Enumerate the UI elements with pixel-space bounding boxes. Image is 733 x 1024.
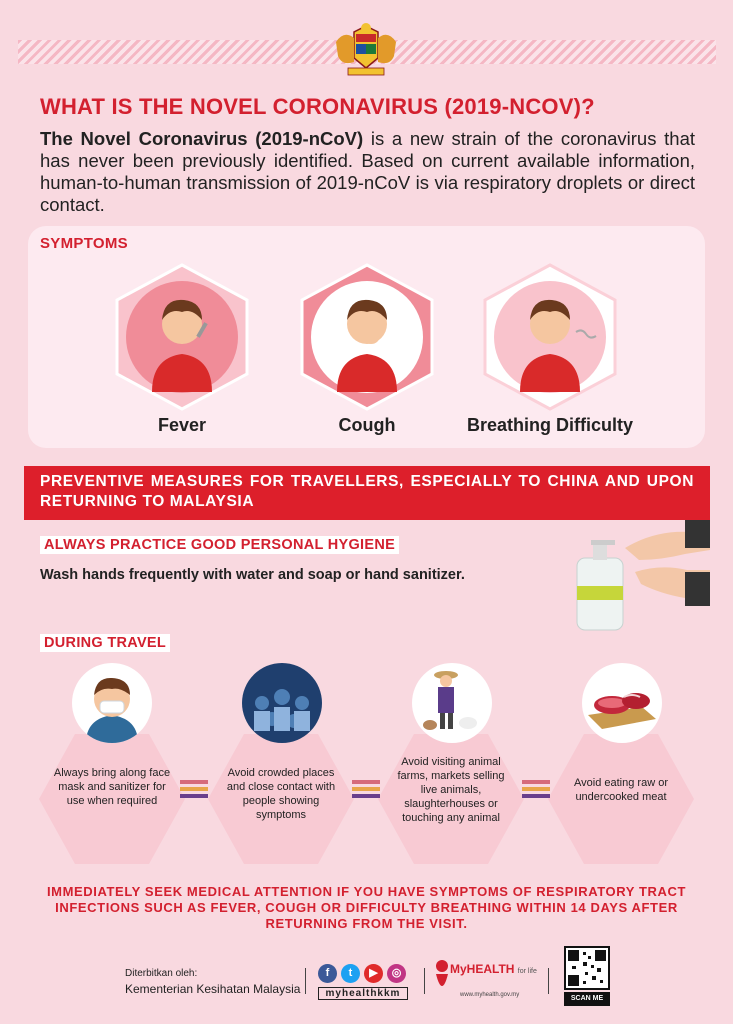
intro-text: is a new strain of the coronavirus that has never been previously identified. Based on current available information, human-to-human transmission of 2019-nCoV is via respiratory droplets or direct contact. <box>40 128 695 215</box>
medical-warning: IMMEDIATELY SEEK MEDICAL ATTENTION IF YOU HAVE SYMPTOMS OF RESPIRATORY TRACT INFECTIONS SUCH AS FEVER, COUGH OR DIFFICULTY BREATHING WITHIN 14 DAYS AFTER RETURNING FROM THE VISIT. <box>46 884 687 931</box>
symptom-cough-caption: Cough <box>338 415 396 435</box>
myhealth-logo <box>450 962 537 976</box>
myhealth-url[interactable]: www.myhealth.gov.my <box>460 992 520 998</box>
organisation-name: Kementerian Kesihatan Malaysia <box>125 982 301 996</box>
myhealth-tagline: for life <box>517 968 537 975</box>
farmer-animals-icon <box>412 663 492 743</box>
travel-item-text: Avoid crowded places and close contact with people showing symptoms <box>226 767 336 821</box>
symptom-breathing-caption: Breathing Difficulty <box>466 415 633 435</box>
facebook-icon[interactable]: f <box>318 964 337 983</box>
hygiene-text: Wash hands frequently with water and soap or hand sanitizer. <box>40 567 465 583</box>
during-travel-label: DURING TRAVEL <box>40 634 170 652</box>
divider <box>548 968 549 994</box>
divider <box>424 968 425 994</box>
travel-item-text: Avoid eating raw or undercooked meat <box>574 777 668 803</box>
preventive-banner: PREVENTIVE MEASURES FOR TRAVELLERS, ESPECIALLY TO CHINA AND UPON RETURNING TO MALAYSIA <box>24 466 710 520</box>
connector-1 <box>180 780 208 802</box>
myhealth-wordmark: MyHEALTH <box>450 962 515 976</box>
intro-bold: The Novel Coronavirus (2019-nCoV) <box>40 128 364 149</box>
face-mask-person-icon <box>72 663 152 743</box>
hygiene-label: ALWAYS PRACTICE GOOD PERSONAL HYGIENE <box>40 536 399 554</box>
travel-item-text: Always bring along face mask and sanitizer for use when required <box>53 767 171 807</box>
cough-person-icon <box>297 262 437 412</box>
page-title: WHAT IS THE NOVEL CORONAVIRUS (2019-NCOV)? <box>40 94 595 119</box>
published-by-label: Diterbitkan oleh: <box>125 968 198 979</box>
symptom-fever-caption: Fever <box>157 415 207 435</box>
hand-sanitizer-icon <box>565 520 710 635</box>
intro-paragraph <box>40 128 695 216</box>
scan-me-label: SCAN ME <box>564 992 610 1006</box>
raw-meat-icon <box>582 663 662 743</box>
myhealth-logo-icon <box>432 958 452 998</box>
divider <box>305 968 306 994</box>
twitter-icon[interactable]: t <box>341 964 360 983</box>
breathing-person-icon <box>480 262 620 412</box>
youtube-icon[interactable]: ▶ <box>364 964 383 983</box>
crowd-icon <box>242 663 322 743</box>
fever-person-icon <box>112 262 252 412</box>
malaysia-coat-of-arms-icon <box>326 22 406 80</box>
instagram-icon[interactable]: ◎ <box>387 964 406 983</box>
qr-code-icon[interactable] <box>564 946 610 990</box>
symptoms-label: SYMPTOMS <box>40 235 128 252</box>
connector-2 <box>352 780 380 802</box>
travel-item-text: Avoid visiting animal farms, markets selling live animals, slaughterhouses or touching any animal <box>397 756 505 824</box>
connector-3 <box>522 780 550 802</box>
social-handle[interactable]: myhealthkkm <box>318 987 408 1000</box>
